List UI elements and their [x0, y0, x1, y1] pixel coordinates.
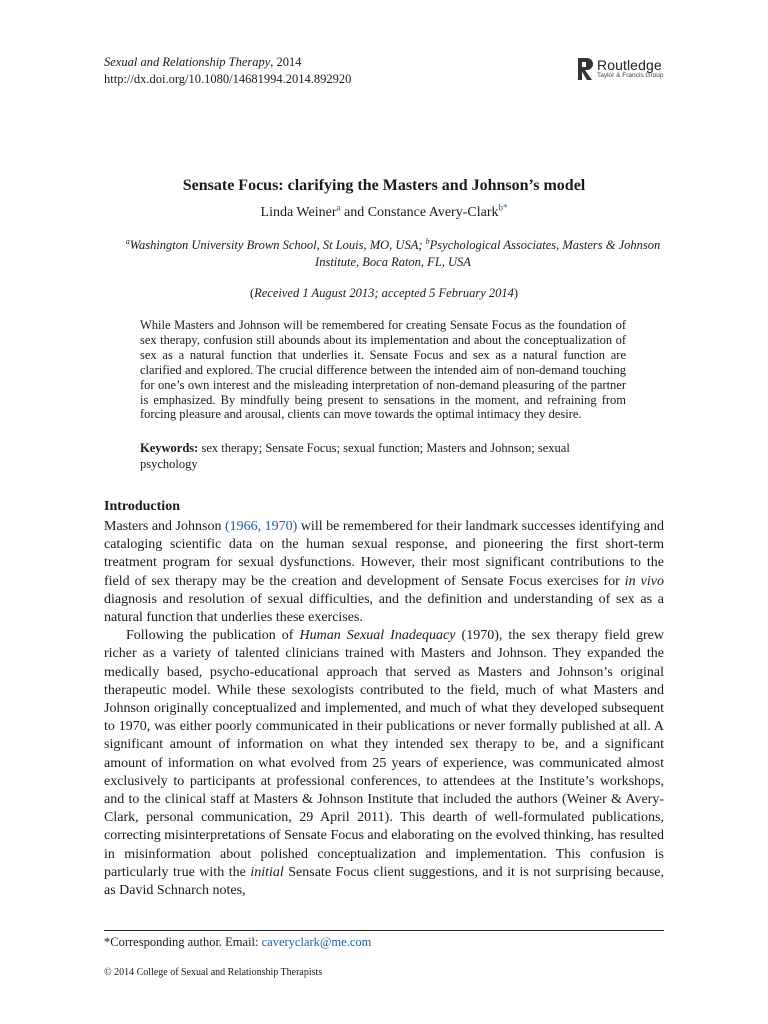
email-link[interactable]: caveryclark@me.com [261, 935, 372, 949]
publisher-wordmark [597, 58, 663, 80]
publisher-group: Taylor & Francis Group [597, 72, 664, 79]
citation-link[interactable]: (1966, 1970) [224, 519, 298, 534]
received-paren: ) [513, 286, 519, 300]
paragraph-text: will be remembered for their landmark successes identifying and cataloging scientific data on the human sexual response, and pioneering the first short-term treatment program for sexual dysfunctions. However, their most significant contributions to the field of sex therapy may be the creation and development of Sensate Focus exercises for [104, 519, 664, 589]
copyright-notice: © 2014 College of Sexual and Relationship Therapists [104, 967, 323, 978]
abstract [140, 318, 626, 422]
body-paragraph [104, 627, 664, 900]
paragraph-text: Following the publication of [126, 628, 300, 644]
received-text: Received 1 August 2013; accepted 5 February 2014 [254, 286, 514, 300]
publisher-name: Routledge [597, 57, 662, 73]
corresponding-author-footnote [104, 934, 371, 950]
author-list [0, 204, 768, 222]
keywords-text: sex therapy; Sensate Focus; sexual function; Masters and Johnson; sexual psychology [140, 441, 570, 471]
paragraph-text: diagnosis and resolution of sexual difficulties, and the definition and understanding of sex as a natural function that underlies these exercises. [104, 591, 664, 626]
emphasis-text: Human Sexual Inadequacy [299, 628, 456, 644]
paragraph-text: Masters and Johnson [104, 519, 225, 534]
footnote-divider [104, 930, 664, 931]
affiliation-marker: a [125, 236, 130, 246]
emphasis-text: initial [250, 864, 284, 880]
publisher-logo [578, 58, 663, 80]
paragraph-text: (1970), the sex therapy field grew richer as a variety of talented clinicians trained with Masters and Johnson. They expanded the medically based, psycho-educational approach that served as Masters and Johnson’s original therapeutic model. While these sexologists contributed to the field, much of what Masters and Johnson originally conceptualized and implemented, and much of what they developed subsequent to 1970, was either poorly communicated in their publications or never formally published at all. A significant amount of information on what they intended sex therapy to be, and a significant amount of information on what evolved from 25 years of experience, was communicated almost exclusively to participants at professional conferences, to attendees at the Institute’s workshops, and to the clinical staff at Masters & Johnson Institute that included the authors (Weiner & Avery-Clark, personal communication, 29 April 2011). This dearth of well-formulated publications, correcting misinterpretations of Sensate Focus and elaborating on the evolved thinking, has resulted in misinformation about polished conceptualization and implementation. This confusion is particularly true with the [104, 628, 664, 880]
journal-name: Sexual and Relationship Therapy [104, 55, 271, 69]
author-separator: and [340, 205, 368, 220]
footnote-label: *Corresponding author. Email: [104, 935, 262, 949]
abstract-text: While Masters and Johnson will be remembered for creating Sensate Focus as the foundation of sex therapy, confusion still abounds about its implementation and about the conceptualization of sex as a natural function that underlies it. Sensate Focus and sex as a natural function are clarified and explored. The crucial difference between the intended aim of non-demand touching for one’s own interest and the misleading interpretation of non-demand pleasuring of the partner is emphasized. By mindfully being present to sensations in the moment, and refraining from forcing pleasure and arousal, clients can move towards the optimal intimacy they desire. [140, 318, 626, 422]
introduction-body [104, 518, 664, 900]
keywords [140, 441, 626, 472]
affiliation-marker: b [425, 236, 430, 246]
section-heading-introduction: Introduction [104, 499, 180, 514]
affiliation-text: Washington University Brown School, St Louis, MO, USA; [129, 238, 426, 252]
journal-year: , 2014 [270, 55, 302, 69]
author-name: Constance Avery-Clark [367, 205, 499, 220]
emphasis-text: in vivo [624, 573, 664, 589]
journal-citation [104, 54, 351, 71]
received-paren: ( [249, 286, 255, 300]
paragraph-text: Sensate Focus client suggestions, and it is not surprising because, as David Schnarch notes, [104, 864, 664, 899]
journal-header [104, 54, 351, 88]
affiliation-text: Psychological Associates, Masters & Johnson Institute, Boca Raton, FL, USA [315, 238, 661, 269]
body-paragraph [104, 518, 664, 627]
doi-link[interactable]: http://dx.doi.org/10.1080/14681994.2014.892920 [104, 72, 352, 86]
routledge-r-icon [578, 58, 593, 80]
author-name: Linda Weiner [260, 205, 337, 220]
author-affiliation-link[interactable]: b* [498, 202, 508, 213]
received-dates [0, 285, 768, 302]
affiliations [118, 237, 668, 271]
article-title: Sensate Focus: clarifying the Masters and Johnson’s model [182, 177, 586, 194]
author-affiliation-link[interactable]: a [336, 202, 341, 213]
keywords-label: Keywords: [140, 441, 199, 455]
